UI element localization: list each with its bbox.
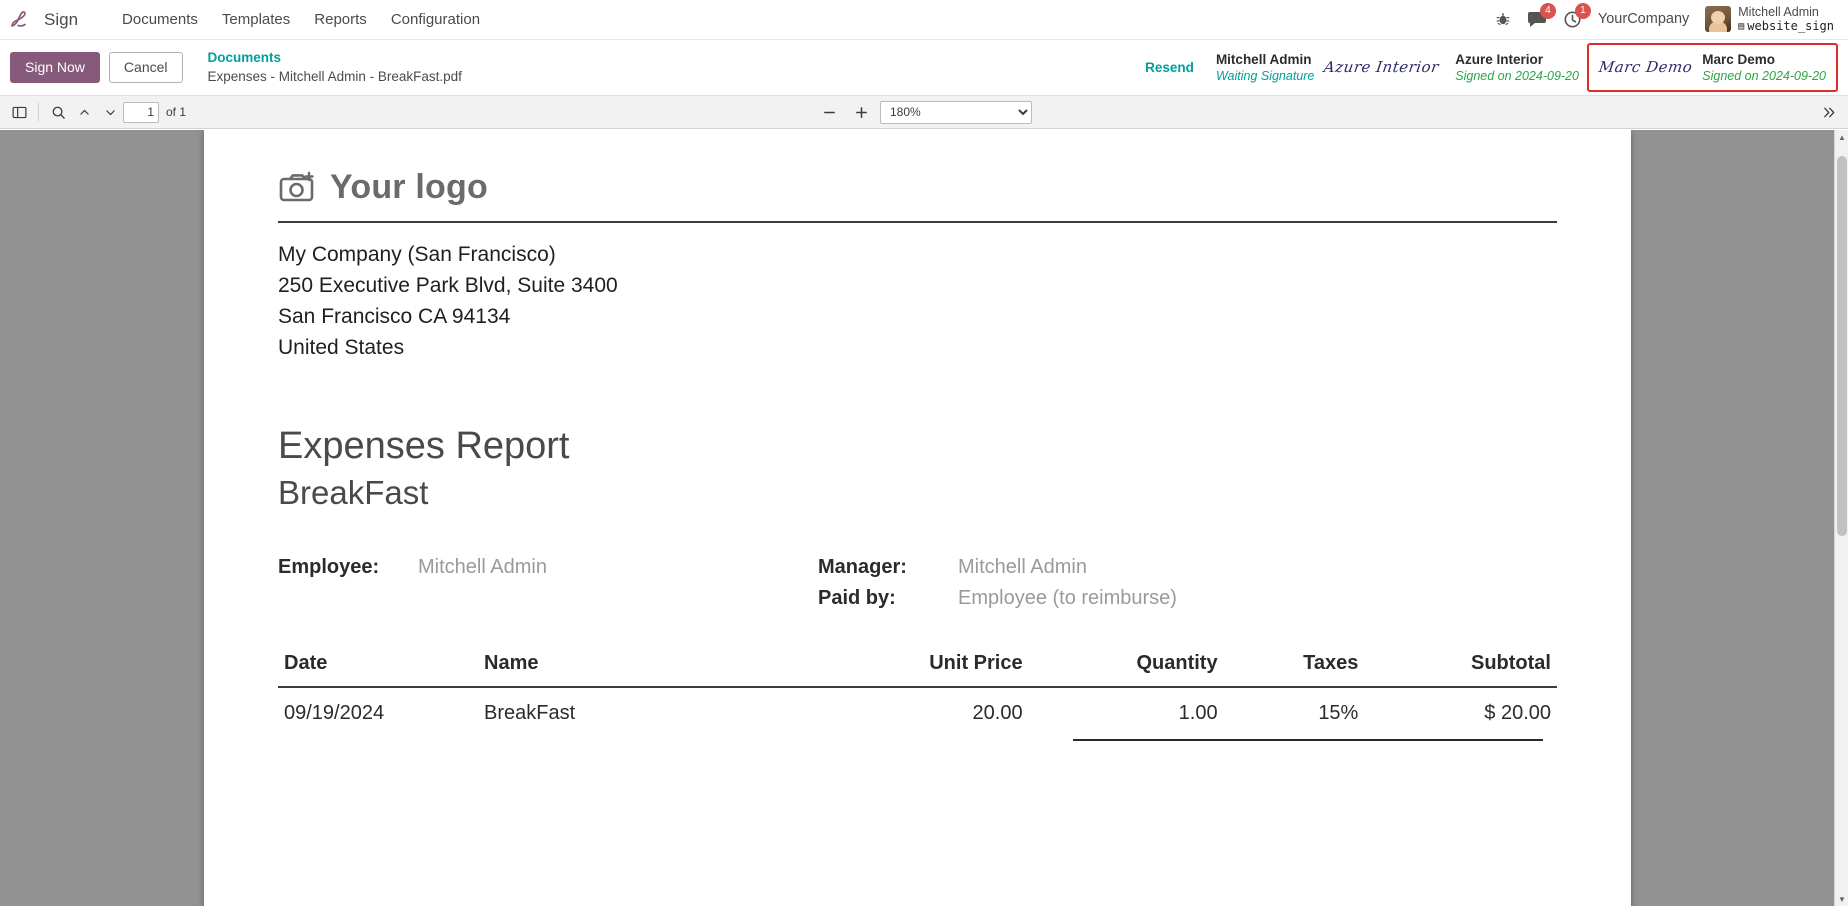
pdf-toolbar-right — [1816, 100, 1842, 124]
vertical-scrollbar[interactable] — [1834, 130, 1848, 906]
cell-name: BreakFast — [484, 702, 576, 725]
messages-icon[interactable] — [1527, 5, 1551, 28]
cell-subtotal: $ 20.00 — [1484, 702, 1551, 725]
sidebar-toggle-icon[interactable] — [6, 100, 32, 124]
signer-name: Mitchell Admin — [1215, 51, 1312, 67]
employee-value: Mitchell Admin — [418, 556, 547, 579]
paid-by-field — [818, 587, 1177, 610]
chevron-down-icon[interactable] — [97, 100, 123, 124]
signature-image: Marc Demo — [1597, 58, 1694, 77]
signer-name: Azure Interior — [1455, 51, 1544, 67]
header-divider — [278, 221, 1557, 223]
toolbar-separator — [38, 103, 39, 121]
col-subtotal: Subtotal — [1364, 652, 1557, 687]
avatar — [1705, 6, 1731, 32]
cancel-button[interactable]: Cancel — [109, 52, 183, 83]
col-taxes: Taxes — [1224, 652, 1365, 687]
scroll-down-arrow-icon[interactable]: ▼ — [1838, 894, 1846, 904]
cell-taxes: 15% — [1318, 702, 1359, 725]
pdf-page-content — [204, 130, 1631, 741]
cell-unit-price: 20.00 — [972, 702, 1023, 725]
signer-name: Marc Demo — [1702, 51, 1776, 67]
company-address — [278, 239, 1571, 363]
company-address-line: San Francisco CA 94134 — [278, 305, 511, 329]
cell-date: 09/19/2024 — [284, 702, 385, 725]
control-panel — [0, 40, 1848, 96]
sign-now-button[interactable]: Sign Now — [10, 52, 100, 83]
expenses-table — [278, 652, 1557, 739]
employee-field — [278, 556, 818, 579]
zoom-select[interactable] — [880, 101, 1032, 124]
signer-item-marc-demo[interactable] — [1587, 43, 1838, 93]
plus-icon[interactable] — [848, 100, 874, 124]
page-number-input[interactable] — [123, 102, 159, 123]
signers-bar — [1145, 43, 1838, 93]
expenses-table-body — [278, 687, 1557, 739]
scrollbar-thumb[interactable] — [1837, 156, 1847, 536]
signer-status: Waiting Signature — [1215, 69, 1315, 84]
top-navbar — [0, 0, 1848, 40]
app-name[interactable]: Sign — [44, 9, 79, 29]
camera-icon — [278, 171, 318, 205]
manager-field — [818, 556, 1177, 579]
signature-image: Azure Interior — [1323, 58, 1441, 77]
double-chevron-right-icon[interactable] — [1816, 100, 1842, 124]
resend-button[interactable]: Resend — [1145, 59, 1194, 75]
col-name: Name — [478, 652, 808, 687]
report-meta-left — [278, 556, 818, 610]
signer-item-mitchell-admin[interactable] — [1208, 47, 1447, 89]
totals-divider-wrap — [264, 739, 1571, 741]
bug-icon[interactable] — [1495, 11, 1511, 27]
chevron-up-icon[interactable] — [71, 100, 97, 124]
activities-icon[interactable] — [1563, 4, 1586, 29]
logo-text: Your logo — [330, 168, 488, 206]
nav-reports[interactable]: Reports — [314, 11, 367, 28]
report-meta-right — [818, 556, 1177, 610]
scroll-up-arrow-icon[interactable]: ▲ — [1838, 132, 1846, 142]
table-row — [278, 687, 1557, 739]
zoom-controls — [816, 100, 1032, 124]
user-name: Mitchell Admin — [1738, 5, 1819, 20]
search-icon[interactable] — [45, 100, 71, 124]
nav-configuration[interactable]: Configuration — [390, 11, 481, 28]
user-database — [1738, 20, 1834, 34]
signer-status: Signed on 2024-09-20 — [1702, 69, 1826, 84]
user-database-name: website_sign — [1747, 18, 1834, 33]
messages-badge: 4 — [1540, 3, 1556, 19]
logo-placeholder — [278, 168, 1571, 221]
user-menu-text — [1738, 5, 1834, 33]
paid-by-value: Employee (to reimburse) — [958, 587, 1177, 610]
signer-text-block — [1702, 51, 1826, 85]
col-unit-price: Unit Price — [808, 652, 1029, 687]
breadcrumb-current: Expenses - Mitchell Admin - BreakFast.pdf — [207, 68, 462, 84]
control-panel-left — [10, 49, 462, 85]
manager-label: Manager: — [818, 556, 907, 579]
minus-icon[interactable] — [816, 100, 842, 124]
activities-badge: 1 — [1575, 3, 1591, 19]
col-quantity: Quantity — [1029, 652, 1224, 687]
page-count-label: of 1 — [166, 105, 187, 119]
employee-label: Employee: — [278, 556, 380, 579]
cell-quantity: 1.00 — [1178, 702, 1218, 725]
nav-templates[interactable]: Templates — [221, 11, 291, 28]
breadcrumb-parent[interactable]: Documents — [207, 50, 282, 66]
report-meta — [278, 556, 1571, 610]
manager-value: Mitchell Admin — [958, 556, 1087, 579]
breadcrumb — [208, 49, 462, 85]
pdf-toolbar — [0, 96, 1848, 129]
signer-status: Signed on 2024-09-20 — [1455, 69, 1579, 84]
col-date: Date — [278, 652, 478, 687]
signer-text-block — [1455, 51, 1579, 85]
totals-divider — [1073, 739, 1543, 741]
report-subtitle: BreakFast — [278, 474, 429, 512]
paid-by-label: Paid by: — [818, 587, 896, 610]
odoo-sign-icon[interactable] — [8, 7, 34, 33]
company-address-line: United States — [278, 336, 405, 360]
navbar-systray — [1495, 5, 1838, 33]
expenses-table-head — [278, 652, 1557, 687]
user-menu[interactable] — [1705, 5, 1834, 33]
database-icon: ▤ — [1738, 20, 1745, 32]
company-address-line: My Company (San Francisco) — [278, 243, 556, 266]
signer-text-block — [1216, 51, 1314, 85]
pdf-viewer[interactable] — [0, 130, 1848, 906]
company-address-line: 250 Executive Park Blvd, Suite 3400 — [278, 274, 618, 298]
company-switcher[interactable]: YourCompany — [1597, 11, 1690, 28]
report-title: Expenses Report — [278, 425, 570, 468]
pdf-page — [204, 130, 1631, 906]
table-header-row — [278, 652, 1557, 687]
nav-documents[interactable]: Documents — [122, 11, 198, 28]
signer-item-azure-interior[interactable] — [1447, 47, 1587, 89]
